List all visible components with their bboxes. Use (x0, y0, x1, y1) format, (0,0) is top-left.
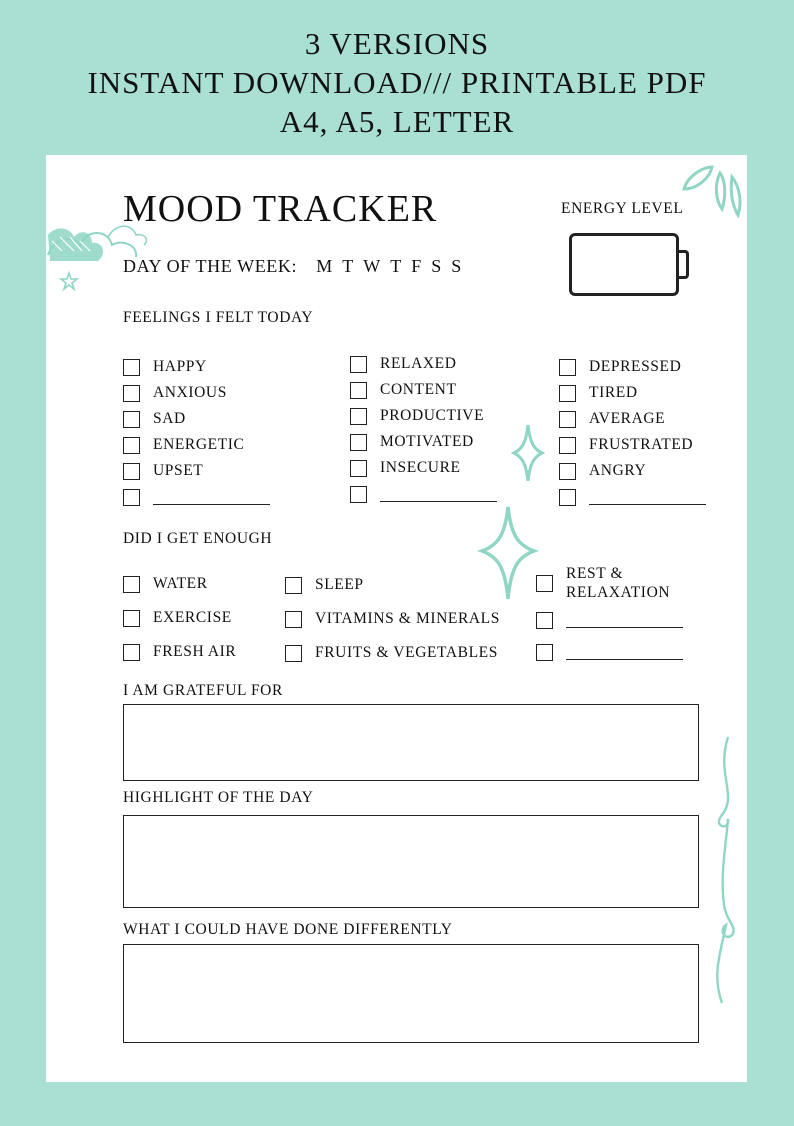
grateful-textbox[interactable] (123, 704, 699, 781)
feeling-item-content[interactable]: CONTENT (350, 377, 497, 403)
enough-column-1 (123, 567, 236, 669)
sparkle-icon (512, 423, 544, 483)
battery-icon[interactable] (569, 233, 679, 296)
feeling-item-custom[interactable] (350, 481, 497, 507)
checkbox-icon[interactable] (350, 486, 367, 503)
checkbox-icon[interactable] (536, 644, 553, 661)
page-title: MOOD TRACKER (123, 188, 438, 230)
feeling-item-anxious[interactable]: ANXIOUS (123, 380, 270, 406)
enough-item-vitamins[interactable]: VITAMINS & MINERALS (285, 602, 500, 636)
day-monday[interactable]: M (316, 256, 333, 276)
enough-item-exercise[interactable]: EXERCISE (123, 601, 236, 635)
feeling-item-productive[interactable]: PRODUCTIVE (350, 403, 497, 429)
feeling-item-tired[interactable]: TIRED (559, 380, 706, 406)
checkbox-icon[interactable] (123, 610, 140, 627)
differently-label: WHAT I COULD HAVE DONE DIFFERENTLY (123, 921, 453, 938)
checkbox-icon[interactable] (559, 463, 576, 480)
day-thursday[interactable]: T (390, 256, 402, 276)
squiggle-line-icon (708, 735, 748, 1005)
feeling-item-angry[interactable]: ANGRY (559, 458, 706, 484)
day-friday[interactable]: F (411, 256, 422, 276)
checkbox-icon[interactable] (123, 463, 140, 480)
day-wednesday[interactable]: W (363, 256, 381, 276)
checkbox-icon[interactable] (350, 356, 367, 373)
checkbox-icon[interactable] (123, 359, 140, 376)
checkbox-icon[interactable] (285, 577, 302, 594)
custom-feeling-line[interactable] (589, 490, 706, 505)
feeling-item-depressed[interactable]: DEPRESSED (559, 354, 706, 380)
enough-item-custom[interactable] (536, 603, 683, 637)
checkbox-icon[interactable] (123, 437, 140, 454)
feelings-column-3 (559, 354, 706, 510)
feeling-item-energetic[interactable]: ENERGETIC (123, 432, 270, 458)
checkbox-icon[interactable] (350, 408, 367, 425)
enough-item-rest-relaxation[interactable] (536, 563, 683, 603)
feeling-item-insecure[interactable]: INSECURE (350, 455, 497, 481)
checkbox-icon[interactable] (123, 644, 140, 661)
checkbox-icon[interactable] (285, 645, 302, 662)
custom-feeling-line[interactable] (380, 487, 497, 502)
checkbox-icon[interactable] (350, 382, 367, 399)
feeling-item-custom[interactable] (123, 484, 270, 510)
checkbox-icon[interactable] (285, 611, 302, 628)
checkbox-icon[interactable] (123, 489, 140, 506)
checkbox-icon[interactable] (559, 385, 576, 402)
checkbox-icon[interactable] (350, 434, 367, 451)
day-saturday[interactable]: S (431, 256, 442, 276)
custom-enough-line[interactable] (566, 613, 683, 628)
custom-enough-line[interactable] (566, 645, 683, 660)
day-of-week-row (123, 256, 471, 277)
feeling-item-happy[interactable]: HAPPY (123, 354, 270, 380)
enough-item-water[interactable]: WATER (123, 567, 236, 601)
feelings-column-1 (123, 354, 270, 510)
feelings-column-2 (350, 351, 497, 507)
banner-line-sizes: A4, A5, LETTER (279, 104, 515, 139)
printable-sheet (46, 155, 747, 1082)
checkbox-icon[interactable] (350, 460, 367, 477)
checkbox-icon[interactable] (123, 411, 140, 428)
feeling-item-relaxed[interactable]: RELAXED (350, 351, 497, 377)
feeling-item-motivated[interactable]: MOTIVATED (350, 429, 497, 455)
enough-column-2 (285, 568, 500, 670)
enough-item-custom[interactable] (536, 637, 683, 667)
banner-line-download: INSTANT DOWNLOAD/// PRINTABLE PDF (87, 65, 707, 100)
enough-section-label: DID I GET ENOUGH (123, 530, 273, 547)
enough-item-sleep[interactable]: SLEEP (285, 568, 500, 602)
day-options (316, 256, 471, 276)
banner (0, 24, 794, 141)
enough-item-fruits-vegetables[interactable]: FRUITS & VEGETABLES (285, 636, 500, 670)
checkbox-icon[interactable] (123, 576, 140, 593)
feeling-item-custom[interactable] (559, 484, 706, 510)
highlight-textbox[interactable] (123, 815, 699, 908)
checkbox-icon[interactable] (536, 575, 553, 592)
leaf-doodle-icon (680, 163, 744, 219)
feeling-item-upset[interactable]: UPSET (123, 458, 270, 484)
rest-label-line-2: RELAXATION (566, 584, 671, 601)
feelings-section-label: FEELINGS I FELT TODAY (123, 309, 314, 326)
star-doodle-icon (60, 272, 78, 290)
day-tuesday[interactable]: T (342, 256, 354, 276)
battery-tip (679, 250, 689, 279)
day-sunday[interactable]: S (451, 256, 462, 276)
feeling-item-sad[interactable]: SAD (123, 406, 270, 432)
grateful-label: I AM GRATEFUL FOR (123, 682, 283, 699)
checkbox-icon[interactable] (559, 437, 576, 454)
differently-textbox[interactable] (123, 944, 699, 1043)
checkbox-icon[interactable] (559, 489, 576, 506)
banner-line-versions: 3 VERSIONS (304, 26, 490, 61)
custom-feeling-line[interactable] (153, 490, 270, 505)
feeling-item-average[interactable]: AVERAGE (559, 406, 706, 432)
enough-item-fresh-air[interactable]: FRESH AIR (123, 635, 236, 669)
rest-label-line-1: REST & (566, 565, 624, 582)
feeling-item-frustrated[interactable]: FRUSTRATED (559, 432, 706, 458)
checkbox-icon[interactable] (536, 612, 553, 629)
enough-column-3 (536, 563, 683, 667)
checkbox-icon[interactable] (559, 411, 576, 428)
day-of-week-label: DAY OF THE WEEK: (123, 256, 298, 276)
checkbox-icon[interactable] (559, 359, 576, 376)
energy-level-label: ENERGY LEVEL (561, 200, 684, 217)
checkbox-icon[interactable] (123, 385, 140, 402)
highlight-label: HIGHLIGHT OF THE DAY (123, 789, 314, 806)
